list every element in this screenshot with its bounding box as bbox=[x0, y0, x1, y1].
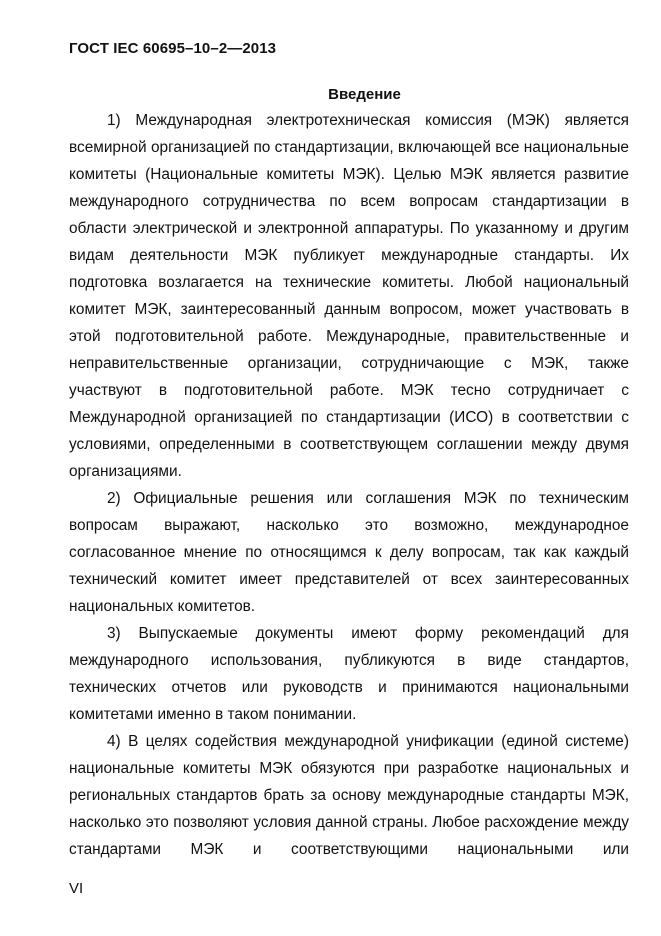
body-text bbox=[69, 107, 629, 863]
document-header: ГОСТ IEC 60695–10–2—2013 bbox=[69, 40, 277, 57]
paragraph-4: 4) В целях содействия международной унификации (единой системе) национальные комитеты МЭК обязуются при разработке национальных и региональных стандартов брать за основу международные стандарты МЭК, насколько это позволяют условия данной страны. Любое расхождение между стандартами МЭК и соответствующими национальными или bbox=[69, 733, 629, 858]
page-number: VI bbox=[69, 880, 84, 897]
paragraph-3: 3) Выпускаемые документы имеют форму рекомендаций для международного использования, публикуются в виде стандартов, технических отчетов или руководств и принимаются национальными комитетами именно в таком понимании. bbox=[69, 625, 629, 723]
paragraph-2: 2) Официальные решения или соглашения МЭК по техническим вопросам выражают, насколько это возможно, международное согласованное мнение по относящимся к делу вопросам, так как каждый технический комитет имеет представителей от всех заинтересованных национальных комитетов. bbox=[69, 490, 629, 615]
section-title: Введение bbox=[328, 86, 401, 103]
paragraph-1: 1) Международная электротехническая комиссия (МЭК) является всемирной организацией по стандартизации, включающей все национальные комитеты (Национальные комитеты МЭК). Целью МЭК является развитие международного сотрудничества по всем вопросам стандартизации в области электрической и электронной аппаратуры. По указанному и другим видам деятельности МЭК публикует международные стандарты. Их подготовка возлагается на технические комитеты. Любой национальный комитет МЭК, заинтересованный данным вопросом, может участвовать в этой подготовительной работе. Международные, правительственные и неправительственные организации, сотрудничающие с МЭК, также участвуют в подготовительной работе. МЭК тесно сотрудничает с Международной организацией по стандартизации (ИСО) в соответствии с условиями, определенными в соответствующем соглашении между двумя организациями. bbox=[69, 112, 629, 480]
